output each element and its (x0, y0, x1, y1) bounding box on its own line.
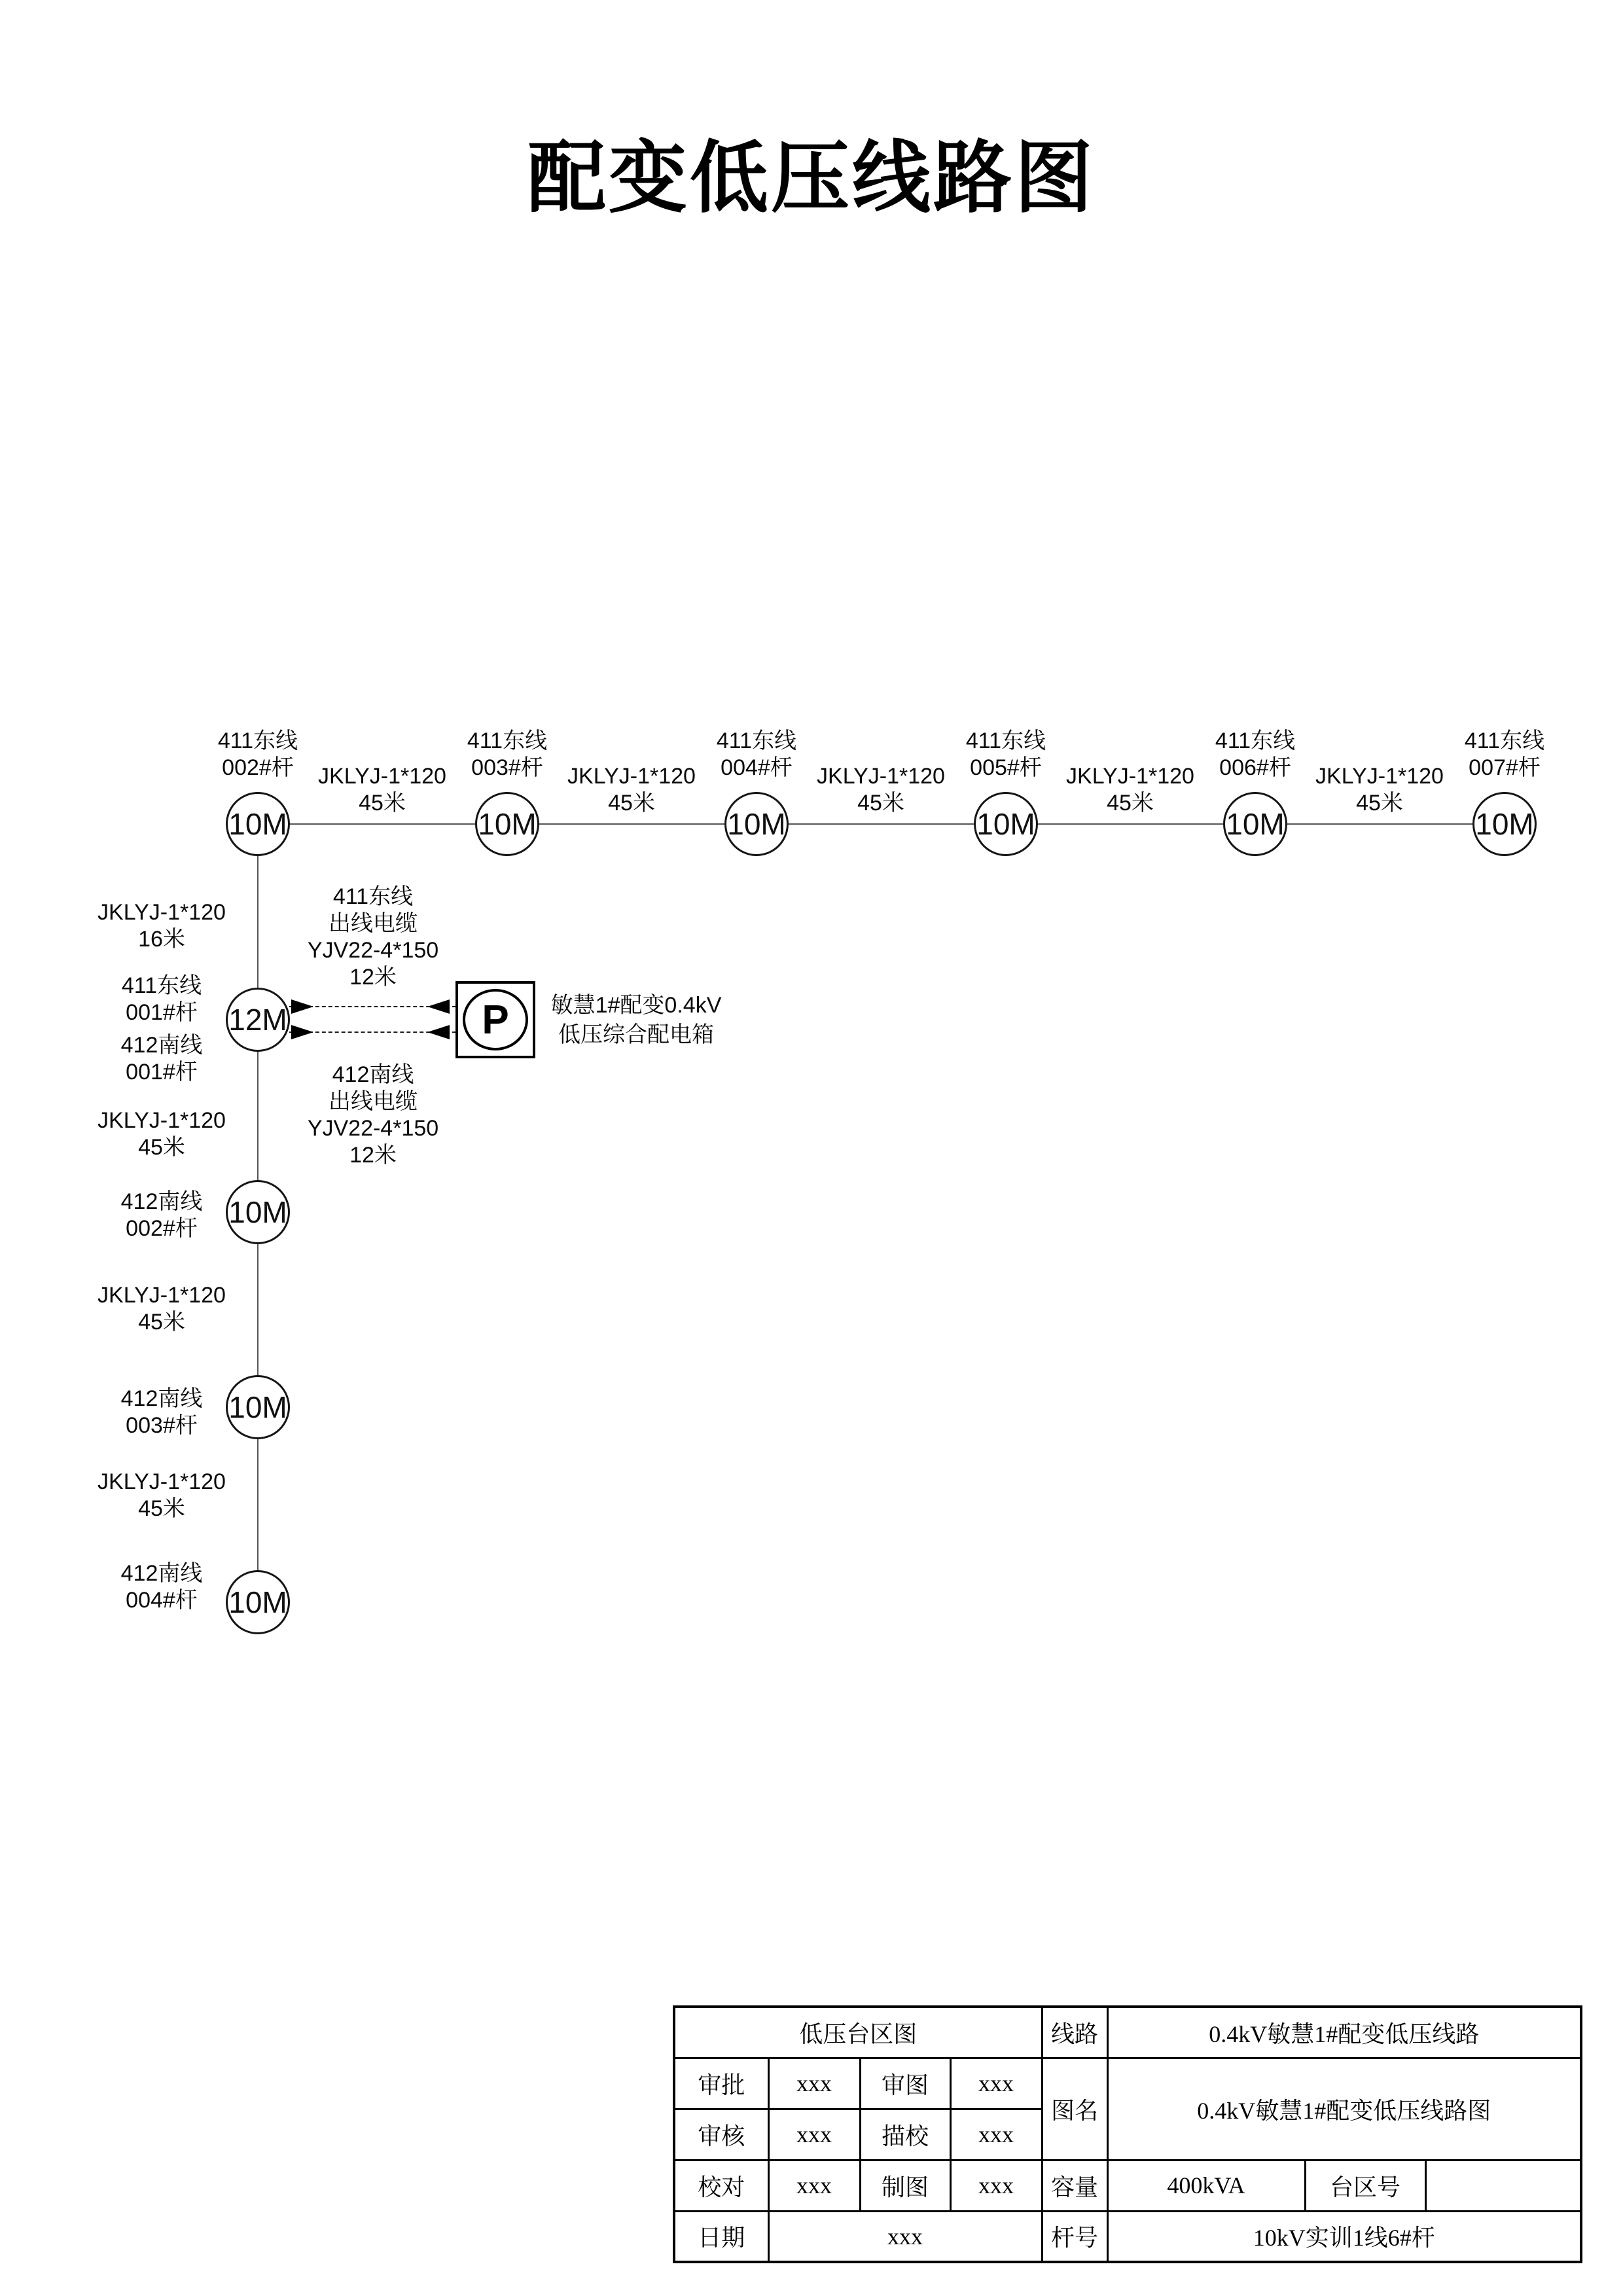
east-cable-terminal-icon (427, 999, 450, 1014)
pole-symbol-411-004 (724, 792, 789, 856)
pole-height: 10M (228, 807, 287, 841)
cable-length: 12米 (349, 1143, 397, 1168)
span-label-5 (1294, 763, 1465, 817)
pole-no-value-cell: 10kV实训1线6#杆 (1107, 2211, 1581, 2262)
line-name: 412南线 (120, 1033, 203, 1058)
pole-number: 001#杆 (126, 1000, 198, 1025)
pole-symbol-411-002 (226, 792, 290, 856)
area-value-cell (1425, 2160, 1581, 2211)
span-label-3 (796, 763, 966, 817)
branch-span-label-2 (63, 1282, 260, 1336)
pole-symbol-411-006 (1223, 792, 1287, 856)
name-label-cell: 图名 (1042, 2058, 1107, 2160)
main-line (258, 823, 1505, 825)
span-length: 45米 (1107, 791, 1154, 816)
span-length: 45米 (359, 791, 406, 816)
draft-label-cell: 制图 (860, 2160, 950, 2211)
pole-number: 004#杆 (126, 1588, 198, 1613)
line-value-cell: 0.4kV敏慧1#配变低压线路 (1107, 2007, 1581, 2058)
line-name: 412南线 (120, 1561, 203, 1586)
span-length: 45米 (138, 1496, 185, 1521)
branch-span-label-1 (63, 1107, 260, 1161)
span-length: 45米 (1356, 791, 1403, 816)
distribution-box-symbol (455, 981, 535, 1058)
pole-number: 003#杆 (471, 755, 543, 780)
conductor-type: JKLYJ-1*120 (98, 1108, 226, 1133)
line-name: 411东线 (716, 728, 797, 753)
south-cable-terminal-icon (291, 1025, 313, 1039)
drawing-type-cell: 低压台区图 (674, 2007, 1042, 2058)
review-drawing-value-cell: xxx (950, 2058, 1042, 2109)
proof-label-cell: 校对 (674, 2160, 768, 2211)
east-cable-terminal-icon (291, 999, 313, 1014)
pole-height: 10M (228, 1585, 287, 1619)
audit-label-cell: 审核 (674, 2109, 768, 2160)
approve-value-cell: xxx (768, 2058, 860, 2109)
date-label-cell: 日期 (674, 2211, 768, 2262)
span-label-4 (1045, 763, 1215, 817)
cable-kind: 出线电缆 (329, 1089, 418, 1114)
pole-number: 002#杆 (222, 755, 294, 780)
pole-number: 001#杆 (126, 1060, 198, 1085)
pole-number: 007#杆 (1469, 755, 1541, 780)
branch-span-label-3 (63, 1469, 260, 1522)
approve-label-cell: 审批 (674, 2058, 768, 2109)
south-cable-label (268, 1062, 478, 1169)
pole-no-label-cell: 杆号 (1042, 2211, 1107, 2262)
title-block (673, 2005, 1582, 2263)
line-name: 412南线 (120, 1386, 203, 1411)
pole-height: 10M (976, 807, 1035, 841)
conductor-type: JKLYJ-1*120 (817, 764, 945, 789)
line-name: 411东线 (121, 973, 202, 998)
span-label-1 (297, 763, 467, 817)
conductor-type: JKLYJ-1*120 (318, 764, 446, 789)
pole-height: 10M (228, 1195, 287, 1229)
conductor-type: JKLYJ-1*120 (567, 764, 696, 789)
south-cable-terminal-icon (427, 1025, 450, 1039)
cable-length: 12米 (349, 965, 397, 990)
drawing-title: 配变低压线路图 (527, 134, 1096, 222)
capacity-value-cell: 400kVA (1107, 2160, 1305, 2211)
pole-number: 004#杆 (721, 755, 793, 780)
proof-value-cell: xxx (768, 2160, 860, 2211)
pole-label-412-004 (63, 1560, 260, 1614)
pole-number: 006#杆 (1219, 755, 1291, 780)
conductor-type: JKLYJ-1*120 (98, 1283, 226, 1308)
pole-number: 003#杆 (126, 1413, 198, 1438)
trace-value-cell: xxx (950, 2109, 1042, 2160)
line-label-cell: 线路 (1042, 2007, 1107, 2058)
span-length: 45米 (857, 791, 904, 816)
line-name: 411东线 (1464, 728, 1545, 753)
pole-label-412-003 (63, 1386, 260, 1439)
review-drawing-label-cell: 审图 (860, 2058, 950, 2109)
line-name: 411东线 (1215, 728, 1296, 753)
conductor-type: JKLYJ-1*120 (98, 900, 226, 925)
trace-label-cell: 描校 (860, 2109, 950, 2160)
distribution-box-label (531, 991, 741, 1050)
audit-value-cell: xxx (768, 2109, 860, 2160)
line-name: 412南线 (120, 1189, 203, 1214)
cable-line-name: 412南线 (332, 1062, 414, 1087)
span-length: 16米 (138, 927, 185, 952)
pole-height: 10M (228, 1390, 287, 1424)
pole-label-412-002 (63, 1189, 260, 1242)
conductor-type: JKLYJ-1*120 (1315, 764, 1444, 789)
junction-label-411-001 (63, 973, 260, 1026)
cable-kind: 出线电缆 (329, 911, 418, 936)
capacity-label-cell: 容量 (1042, 2160, 1107, 2211)
cable-line-name: 411东线 (332, 884, 414, 909)
area-label-cell: 台区号 (1305, 2160, 1425, 2211)
span-length: 45米 (608, 791, 655, 816)
junction-label-412-001 (63, 1032, 260, 1086)
pole-height: 12M (228, 1003, 287, 1037)
pole-height: 10M (1226, 807, 1285, 841)
pole-symbol-411-007 (1472, 792, 1537, 856)
conductor-type: JKLYJ-1*120 (1066, 764, 1194, 789)
cable-type: YJV22-4*150 (307, 1116, 439, 1141)
pole-height: 10M (727, 807, 786, 841)
date-value-cell: xxx (768, 2211, 1042, 2262)
pole-number: 002#杆 (126, 1216, 198, 1241)
pole-number: 005#杆 (970, 755, 1042, 780)
conductor-type: JKLYJ-1*120 (98, 1469, 226, 1494)
p-letter: P (482, 997, 509, 1043)
line-name: 411东线 (217, 728, 298, 753)
pole-symbol-411-005 (974, 792, 1038, 856)
name-value-cell: 0.4kV敏慧1#配变低压线路图 (1107, 2058, 1581, 2160)
span-length: 45米 (138, 1135, 185, 1160)
east-cable-label (268, 884, 478, 991)
cable-type: YJV22-4*150 (307, 938, 439, 963)
box-name-line2: 低压综合配电箱 (558, 1022, 714, 1047)
riser-span-label (63, 899, 260, 953)
line-name: 411东线 (965, 728, 1046, 753)
draft-value-cell: xxx (950, 2160, 1042, 2211)
box-name-line1: 敏慧1#配变0.4kV (550, 993, 722, 1018)
span-length: 45米 (138, 1310, 185, 1335)
pole-height: 10M (478, 807, 537, 841)
pole-symbol-411-003 (475, 792, 539, 856)
line-name: 411东线 (467, 728, 548, 753)
p-circle-icon (463, 989, 528, 1050)
span-label-2 (546, 763, 717, 817)
pole-height: 10M (1475, 807, 1534, 841)
